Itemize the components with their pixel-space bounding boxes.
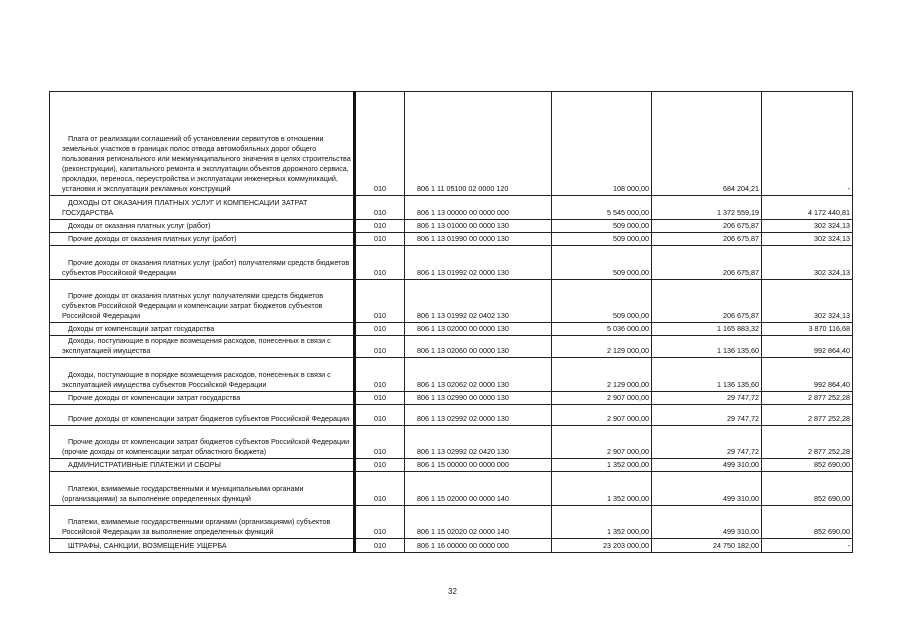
row-kbk: 806 1 13 01992 02 0000 130 — [405, 246, 552, 280]
table-row — [50, 92, 853, 196]
row-kbk: 806 1 16 00000 00 0000 000 — [405, 539, 552, 553]
table-row — [50, 246, 853, 280]
row-kbk: 806 1 13 02992 02 0000 130 — [405, 405, 552, 426]
row-kbk: 806 1 15 02000 00 0000 140 — [405, 472, 552, 506]
revenue-table — [49, 91, 853, 553]
row-code: 010 — [355, 323, 405, 336]
row-plan-amount: 2 129 000,00 — [552, 358, 652, 392]
row-code: 010 — [355, 358, 405, 392]
row-name: Доходы от оказания платных услуг (работ) — [50, 220, 355, 233]
row-kbk: 806 1 15 00000 00 0000 000 — [405, 459, 552, 472]
row-plan-amount: 509 000,00 — [552, 280, 652, 323]
row-executed-amount: 499 310,00 — [652, 459, 762, 472]
row-name: ДОХОДЫ ОТ ОКАЗАНИЯ ПЛАТНЫХ УСЛУГ И КОМПЕНСАЦИИ ЗАТРАТ ГОСУДАРСТВА — [50, 196, 355, 220]
row-executed-amount: 29 747,72 — [652, 392, 762, 405]
row-code: 010 — [355, 472, 405, 506]
table-row — [50, 539, 853, 553]
table-row — [50, 392, 853, 405]
row-executed-amount: 206 675,87 — [652, 220, 762, 233]
row-remaining-amount: 2 877 252,28 — [762, 405, 853, 426]
row-executed-amount: 29 747,72 — [652, 405, 762, 426]
page-number: 32 — [448, 587, 457, 596]
row-name: ШТРАФЫ, САНКЦИИ, ВОЗМЕЩЕНИЕ УЩЕРБА — [50, 539, 355, 553]
table-row — [50, 280, 853, 323]
row-executed-amount: 24 750 182,00 — [652, 539, 762, 553]
row-executed-amount: 1 372 559,19 — [652, 196, 762, 220]
row-kbk: 806 1 13 02060 00 0000 130 — [405, 336, 552, 358]
table-row — [50, 233, 853, 246]
table-row — [50, 506, 853, 539]
row-name: Платежи, взимаемые государственными и муниципальными органами (организациями) за выполнение определенных функций — [50, 472, 355, 506]
table-row — [50, 196, 853, 220]
row-plan-amount: 2 907 000,00 — [552, 392, 652, 405]
row-code: 010 — [355, 233, 405, 246]
row-remaining-amount: 302 324,13 — [762, 220, 853, 233]
row-kbk: 806 1 13 02992 02 0420 130 — [405, 426, 552, 459]
row-remaining-amount: 4 172 440,81 — [762, 196, 853, 220]
row-kbk: 806 1 13 02062 02 0000 130 — [405, 358, 552, 392]
row-name: Прочие доходы от компенсации затрат государства — [50, 392, 355, 405]
row-remaining-amount: 852 690,00 — [762, 506, 853, 539]
row-plan-amount: 23 203 000,00 — [552, 539, 652, 553]
row-remaining-amount: 992 864,40 — [762, 358, 853, 392]
row-remaining-amount: 2 877 252,28 — [762, 392, 853, 405]
row-name: АДМИНИСТРАТИВНЫЕ ПЛАТЕЖИ И СБОРЫ — [50, 459, 355, 472]
row-executed-amount: 206 675,87 — [652, 233, 762, 246]
table-row — [50, 405, 853, 426]
row-code: 010 — [355, 405, 405, 426]
row-kbk: 806 1 15 02020 02 0000 140 — [405, 506, 552, 539]
row-executed-amount: 499 310,00 — [652, 472, 762, 506]
table-row — [50, 220, 853, 233]
table-row — [50, 323, 853, 336]
row-plan-amount: 509 000,00 — [552, 233, 652, 246]
row-remaining-amount: 302 324,13 — [762, 233, 853, 246]
row-name: Прочие доходы от оказания платных услуг (работ) — [50, 233, 355, 246]
table-row — [50, 472, 853, 506]
row-executed-amount: 1 136 135,60 — [652, 336, 762, 358]
row-name: Прочие доходы от компенсации затрат бюджетов субъектов Российской Федерации (прочие доходы от компенсации затрат областного бюджета) — [50, 426, 355, 459]
row-name: Прочие доходы от компенсации затрат бюджетов субъектов Российской Федерации — [50, 405, 355, 426]
row-plan-amount: 5 545 000,00 — [552, 196, 652, 220]
row-code: 010 — [355, 280, 405, 323]
row-name: Платежи, взимаемые государственными органами (организациями) субъектов Российской Федерации за выполнение определенных функций — [50, 506, 355, 539]
row-code: 010 — [355, 506, 405, 539]
row-remaining-amount: 3 870 116,68 — [762, 323, 853, 336]
row-kbk: 806 1 13 02990 00 0000 130 — [405, 392, 552, 405]
row-remaining-amount: 852 690,00 — [762, 472, 853, 506]
row-remaining-amount: 302 324,13 — [762, 280, 853, 323]
row-code: 010 — [355, 459, 405, 472]
table-row — [50, 426, 853, 459]
row-plan-amount: 2 129 000,00 — [552, 336, 652, 358]
row-plan-amount: 1 352 000,00 — [552, 472, 652, 506]
row-executed-amount: 206 675,87 — [652, 246, 762, 280]
row-code: 010 — [355, 246, 405, 280]
row-executed-amount: 1 136 135,60 — [652, 358, 762, 392]
row-executed-amount: 684 204,21 — [652, 92, 762, 196]
row-remaining-amount: 992 864,40 — [762, 336, 853, 358]
row-code: 010 — [355, 92, 405, 196]
row-name: Прочие доходы от оказания платных услуг получателями средств бюджетов субъектов Российской Федерации и компенсации затрат бюджетов субъектов Российской Федерации — [50, 280, 355, 323]
row-plan-amount: 509 000,00 — [552, 220, 652, 233]
table-row — [50, 358, 853, 392]
row-name: Прочие доходы от оказания платных услуг (работ) получателями средств бюджетов субъектов Российской Федерации — [50, 246, 355, 280]
row-remaining-amount: 2 877 252,28 — [762, 426, 853, 459]
row-code: 010 — [355, 539, 405, 553]
row-plan-amount: 2 907 000,00 — [552, 405, 652, 426]
row-code: 010 — [355, 220, 405, 233]
row-kbk: 806 1 11 05100 02 0000 120 — [405, 92, 552, 196]
row-plan-amount: 1 352 000,00 — [552, 506, 652, 539]
row-code: 010 — [355, 392, 405, 405]
row-kbk: 806 1 13 00000 00 0000 000 — [405, 196, 552, 220]
row-executed-amount: 29 747,72 — [652, 426, 762, 459]
row-executed-amount: 499 310,00 — [652, 506, 762, 539]
row-code: 010 — [355, 426, 405, 459]
row-name: Доходы, поступающие в порядке возмещения расходов, понесенных в связи с эксплуатацией имущества — [50, 336, 355, 358]
row-remaining-amount: - — [762, 539, 853, 553]
row-executed-amount: 1 165 883,32 — [652, 323, 762, 336]
row-remaining-amount: 852 690,00 — [762, 459, 853, 472]
row-name: Доходы от компенсации затрат государства — [50, 323, 355, 336]
row-plan-amount: 509 000,00 — [552, 246, 652, 280]
row-kbk: 806 1 13 01000 00 0000 130 — [405, 220, 552, 233]
row-kbk: 806 1 13 01990 00 0000 130 — [405, 233, 552, 246]
row-code: 010 — [355, 196, 405, 220]
row-kbk: 806 1 13 02000 00 0000 130 — [405, 323, 552, 336]
row-plan-amount: 108 000,00 — [552, 92, 652, 196]
revenue-table-body — [50, 92, 853, 553]
row-name: Плата от реализации соглашений об установлении сервитутов в отношении земельных участков в границах полос отвода автомобильных дорог общего пользования регионального или межмуниципального значения в целях строительства (реконструкции), капитального ремонта и эксплуатации объектов дорожного сервиса, прокладки, переноса, переустройства и эксплуатации инженерных коммуникаций, установки и эксплуатации рекламных конструкций — [50, 92, 355, 196]
row-name: Доходы, поступающие в порядке возмещения расходов, понесенных в связи с эксплуатацией имущества субъектов Российской Федерации — [50, 358, 355, 392]
row-executed-amount: 206 675,87 — [652, 280, 762, 323]
row-kbk: 806 1 13 01992 02 0402 130 — [405, 280, 552, 323]
row-remaining-amount: - — [762, 92, 853, 196]
row-code: 010 — [355, 336, 405, 358]
table-row — [50, 459, 853, 472]
row-remaining-amount: 302 324,13 — [762, 246, 853, 280]
row-plan-amount: 2 907 000,00 — [552, 426, 652, 459]
row-plan-amount: 1 352 000,00 — [552, 459, 652, 472]
row-plan-amount: 5 036 000,00 — [552, 323, 652, 336]
table-row — [50, 336, 853, 358]
